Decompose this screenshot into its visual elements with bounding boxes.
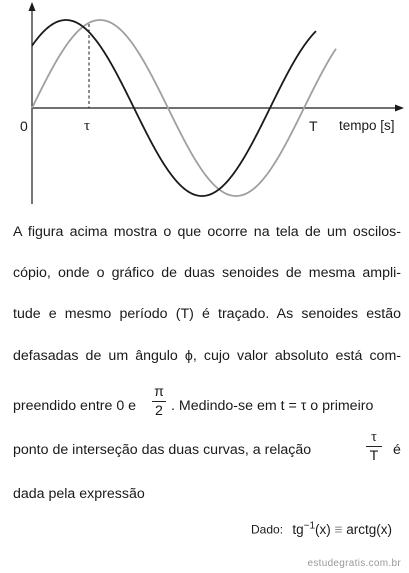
fraction-denominator: 2	[155, 403, 163, 419]
fraction-numerator: τ	[371, 429, 377, 445]
paragraph-line-6: ponto de interseção das duas curvas, a relação	[13, 442, 312, 458]
watermark: estudegratis.com.br	[307, 558, 401, 569]
given-note	[251, 520, 392, 537]
arctan-expression	[292, 522, 392, 537]
paragraph-line-2: cópio, onde o gráfico de duas senoides de mesma ampli-	[13, 265, 401, 281]
paragraph-line-4: defasadas de um ângulo ϕ, cujo valor absoluto está com-	[13, 348, 401, 364]
y-axis-arrow	[29, 2, 36, 11]
paragraph-line-7: dada pela expressão	[13, 486, 145, 502]
paragraph-line-1: A figura acima mostra o que ocorre na tela de um oscilos-	[13, 224, 401, 240]
tan-symbol: tg	[292, 521, 304, 537]
equivalence-symbol: ≡	[334, 521, 343, 537]
period-label: T	[309, 118, 318, 134]
line6-end: é	[393, 442, 401, 458]
time-axis-label: tempo [s]	[339, 118, 395, 133]
line5-start: preendido entre 0 e	[13, 398, 137, 414]
line5-end: . Medindo-se em t = τ o primeiro	[171, 398, 374, 414]
tau-label: τ	[84, 118, 91, 134]
fraction-pi-over-2	[152, 384, 166, 419]
arctan-symbol: arctg(x)	[346, 521, 392, 537]
fraction-denominator: T	[369, 448, 379, 464]
paragraph-line-3: tude e mesmo período (T) é traçado. As senoides estão	[13, 306, 401, 322]
oscilloscope-figure	[0, 0, 409, 215]
given-label: Dado:	[251, 522, 284, 537]
x-axis-arrow	[395, 105, 404, 112]
inverse-exponent: −1	[303, 520, 316, 531]
expression-argument: (x)	[315, 521, 331, 537]
fraction-numerator: π	[154, 384, 164, 400]
fraction-tau-over-T	[366, 429, 382, 464]
origin-label: 0	[20, 118, 28, 134]
